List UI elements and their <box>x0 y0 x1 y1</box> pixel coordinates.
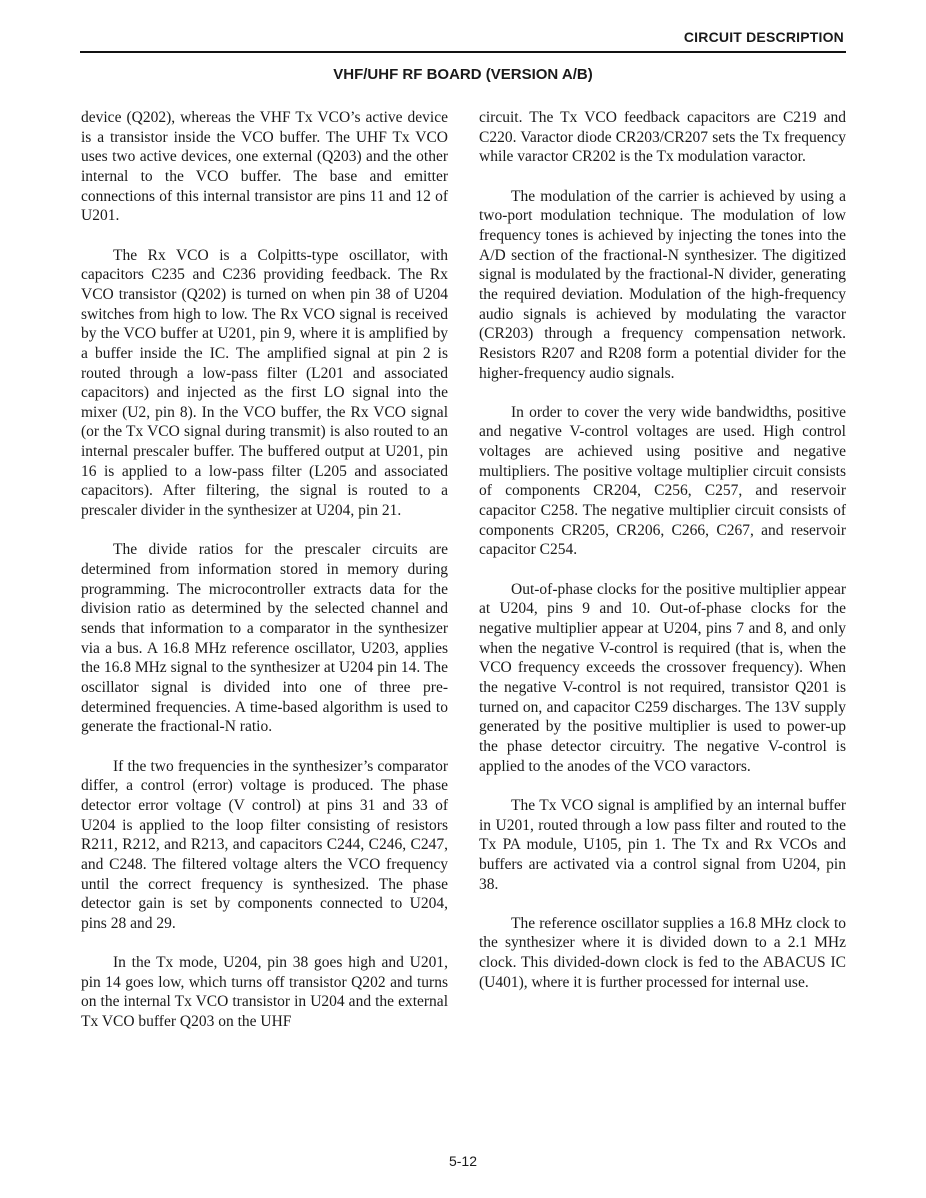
paragraph: The reference oscillator supplies a 16.8 MHz clock to the synthesizer where it is divided down to a 2.1 MHz clock. This divided-down clock is fed to the ABACUS IC (U401), where it is further processed for internal use. <box>479 914 846 991</box>
paragraph: The modulation of the carrier is achieved by using a two-port modulation technique. The modulation of low frequency tones is achieved by injecting the tones into the A/D section of the fractional-N synthesizer. The digitized signal is modulated by the fractional-N divider, generating the required deviation. Modulation of the high-frequency audio signals is achieved by modulating the varactor (CR203) through a frequency compensation network. Resistors R207 and R208 form a potential divider for the higher-frequency audio signals. <box>479 187 846 382</box>
running-header-label: CIRCUIT DESCRIPTION <box>683 29 844 45</box>
page-number: 5-12 <box>448 1153 478 1169</box>
paragraph: The Rx VCO is a Colpitts-type oscillator, with capacitors C235 and C236 providing feedback. The Rx VCO transistor (Q202) is turned on when pin 38 of U204 switches from high to low. The Rx VCO signal is received by the VCO buffer at U201, pin 9, where it is amplified by a buffer inside the IC. The amplified signal at pin 2 is routed through a low-pass filter (L201 and associated capacitors) and injected as the first LO signal into the mixer (U2, pin 8). In the VCO buffer, the Rx VCO signal (or the Tx VCO signal during transmit) is also routed to an internal prescaler buffer. The buffered output at U201, pin 16 is applied to a low-pass filter (L205 and associated capacitors). After filtering, the signal is routed to a prescaler divider in the synthesizer at U204, pin 21. <box>81 246 448 520</box>
paragraph: In the Tx mode, U204, pin 38 goes high and U201, pin 14 goes low, which turns off transistor Q202 and turns on the internal Tx VCO transistor in U204 and the external Tx VCO buffer Q203 on the UHF <box>81 954 448 1031</box>
page-header <box>0 0 926 60</box>
paragraph: In order to cover the very wide bandwidths, positive and negative V-control voltages are used. High control voltages are achieved using positive and negative multipliers. The positive voltage multiplier circuit consists of components CR204, C256, C257, and reservoir capacitor C258. The negative multiplier circuit consists of components CR205, CR206, C266, C267, and reservoir capacitor C254. <box>479 403 846 559</box>
header-rule <box>80 51 846 53</box>
section-title: VHF/UHF RF BOARD (VERSION A/B) <box>333 66 593 83</box>
paragraph: circuit. The Tx VCO feedback capacitors are C219 and C220. Varactor diode CR203/CR207 sets the Tx frequency while varactor CR202 is the Tx modulation varactor. <box>479 109 846 166</box>
right-column <box>479 108 846 992</box>
left-column <box>81 108 448 1032</box>
paragraph: The divide ratios for the prescaler circuits are determined from information stored in memory during programming. The microcontroller extracts data for the division ratio as determined by the selected channel and sends that information to a comparator in the synthesizer via a bus. A 16.8 MHz reference oscillator, U203, applies the 16.8 MHz signal to the synthesizer at U204 pin 14. The oscillator signal is divided into one of three pre-determined frequencies. A time-based algorithm is used to generate the fractional-N ratio. <box>81 541 448 736</box>
paragraph: Out-of-phase clocks for the positive multiplier appear at U204, pins 9 and 10. Out-of-phase clocks for the negative multiplier appear at U204, pins 7 and 8, and only when the negative V-control is required (that is, when the VCO frequency exceeds the crossover frequency). When the negative V-control is not required, transistor Q201 is turned on, and capacitor C259 discharges. The 13V supply generated by the positive multiplier is used to power-up the phase detector circuitry. The negative V-control is applied to the anodes of the VCO varactors. <box>479 580 846 775</box>
paragraph: If the two frequencies in the synthesizer’s comparator differ, a control (error) voltage is produced. The phase detector error voltage (V control) at pins 31 and 33 of U204 is applied to the loop filter consisting of resistors R211, R212, and R213, and capacitors C244, C246, C247, and C248. The filtered voltage alters the VCO frequency until the correct frequency is synthesized. The phase detector gain is set by components connected to U204, pins 28 and 29. <box>81 757 448 932</box>
paragraph: device (Q202), whereas the VHF Tx VCO’s active device is a transistor inside the VCO buffer. The UHF Tx VCO uses two active devices, one external (Q203) and the other internal to the VCO buffer. The base and emitter connections of this internal transistor are pins 11 and 12 of U201. <box>81 109 448 225</box>
paragraph: The Tx VCO signal is amplified by an internal buffer in U201, routed through a low pass filter and routed to the Tx PA module, U105, pin 1. The Tx and Rx VCOs and buffers are activated via a control signal from U204, pin 38. <box>479 796 846 893</box>
